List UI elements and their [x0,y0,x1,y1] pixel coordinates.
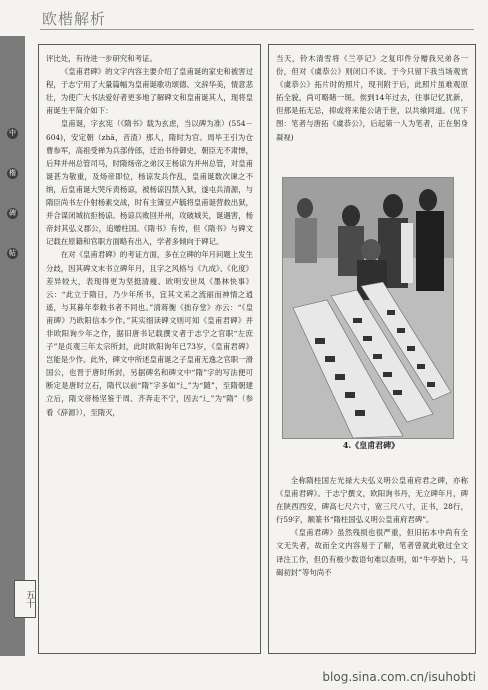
right-column-bottom-text [276,474,468,656]
watermark: blog.sina.com.cn/isuhobti [322,670,476,684]
right-column-top-text [276,52,468,174]
paragraph: 当天，铃木清雪将《兰亭记》之复印件分赠我兄弟各一份，但对《虞恭公》则闭口不谈。于今只留下我当场观赏《虞恭公》拓片时的照片，现刊附于后，此照片虽难观原拓全貌，尚可略睹一斑。俟到14年过去，往事记忆犹新，但那是拓无忌，抑或将来能公诸于世，以共飨同道。(见下图：笔者与唐拓《虞恭公》，后起第一人为笔者，正在躬身凝视) [276,54,468,142]
section-heading: 4.《皇甫君碑》 [342,440,400,450]
paragraph: 在对《皇甫君碑》的考证方面，多在立碑的年月问题上发生分歧，因其碑文末书立碑年月，且字之风格与《九成》、《化度》差异较大，表现得更为坚挺清瘦、欧明安世凤《墨林快事》云：“此立于隋日，乃少年所书，宜其文采之流丽而神情之逍遥，与其暮年奉敕书者不同也。”清蒋衡《拙存堂》亦云：“《皇甫碑》乃欧阳信本少作。”其实细读碑文则可知《皇甫君碑》并非欧阳询少年之作，据旧唐书记载撰文者于志宁之官职“左庶子”是贞观三年太宗所封，此时欧阳询年已73岁，《皇甫君碑》岂能是少作。此外，碑文中所述皇甫诞之子皇甫无逸之官职一滑国公，也晋于唐时所封，另据碑名和碑文中“隋”字的写法便可断定是唐时立石，隋代以前“隋”字多如“辶”为“随”，至隋朝建立后，隋文帝杨坚鉴于周、齐奔走不宁，因去“辶”为“隋”（参看《辞源》），至隋灭， [46,250,253,417]
paragraph: 评比处，有待进一步研究和考证。 [46,54,157,63]
book-title: 欧楷解析 [42,10,107,28]
photo-image [283,178,453,438]
header-rule [40,29,474,30]
left-column-text [46,52,253,652]
side-label-char: 中 [9,129,16,137]
side-band [0,36,25,656]
side-label [7,128,18,288]
paragraph: 全称隋柱国左光禄大夫弘义明公皇甫府君之碑，亦称《皇甫君碑》。于志宁撰文，欧阳询书丹，无立碑年月，碑在陕西西安，碑高七尺六寸，宽三尺八寸，正书，28行，行59字，额篆书“隋柱国弘义明公皇甫府君碑”。 [276,476,468,525]
page-header [0,0,488,36]
page-number: 五十 [14,580,36,618]
paragraph: 《皇甫君碑》虽然残损也很严重，但旧拓本中尚有全文无失者，故而全文内容易于了解，笔者曾就此敬过全文译注工作，但仍有极少数语句难以查明，如“牛亭始卜，马碣初封”等句尚不 [276,528,468,577]
paragraph: 皇甫诞，字玄宪（《隋书》载为玄虑，当以碑为准）(554－604)，安定朝（zhā，音渣）那人，隋时为官。周毕王引为仓曹参军，高祖受禅为兵部侍郎，迁治书侍御史，朝臣无不肃惮，后拜并州总管司马，时隋炀帝之弟汉王杨谅为并州总管，对皇甫诞甚为敬重，及炀帝即位，杨谅发兵作乱，皇甫诞数次谏之不纳，后皇甫诞大哭斥责杨谅，被杨谅囚禁入狱，遂屯兵清源，与隋臣尚书左仆射杨素交战，时有主簿豆卢毓将皇甫诞营救出狱，并合谋闭城抗拒杨谅。杨谅兵败回并州，攻破城关，诞遇害，杨帝封其弘义郡公，追赠柱国。《隋书》有传，但《隋书》与碑文记载在原籍和官职方面略有出入，学者多倾向于碑记。 [46,119,253,247]
side-label-char: 帖 [9,249,16,257]
side-label-char: 碑 [9,209,16,217]
side-label-char: 楷 [9,169,16,177]
rubbing-viewing-photo [282,177,454,439]
paragraph: 《皇甫君碑》的文字内容主要介绍了皇甫诞的家史和被害过程，于志宁用了大量篇幅为皇甫诞歌功颂德、文辞华美，情意悲壮，为使广大书法爱好者更多地了解碑文和皇甫诞其人，现将皇甫诞生平简介如下： [46,67,253,116]
